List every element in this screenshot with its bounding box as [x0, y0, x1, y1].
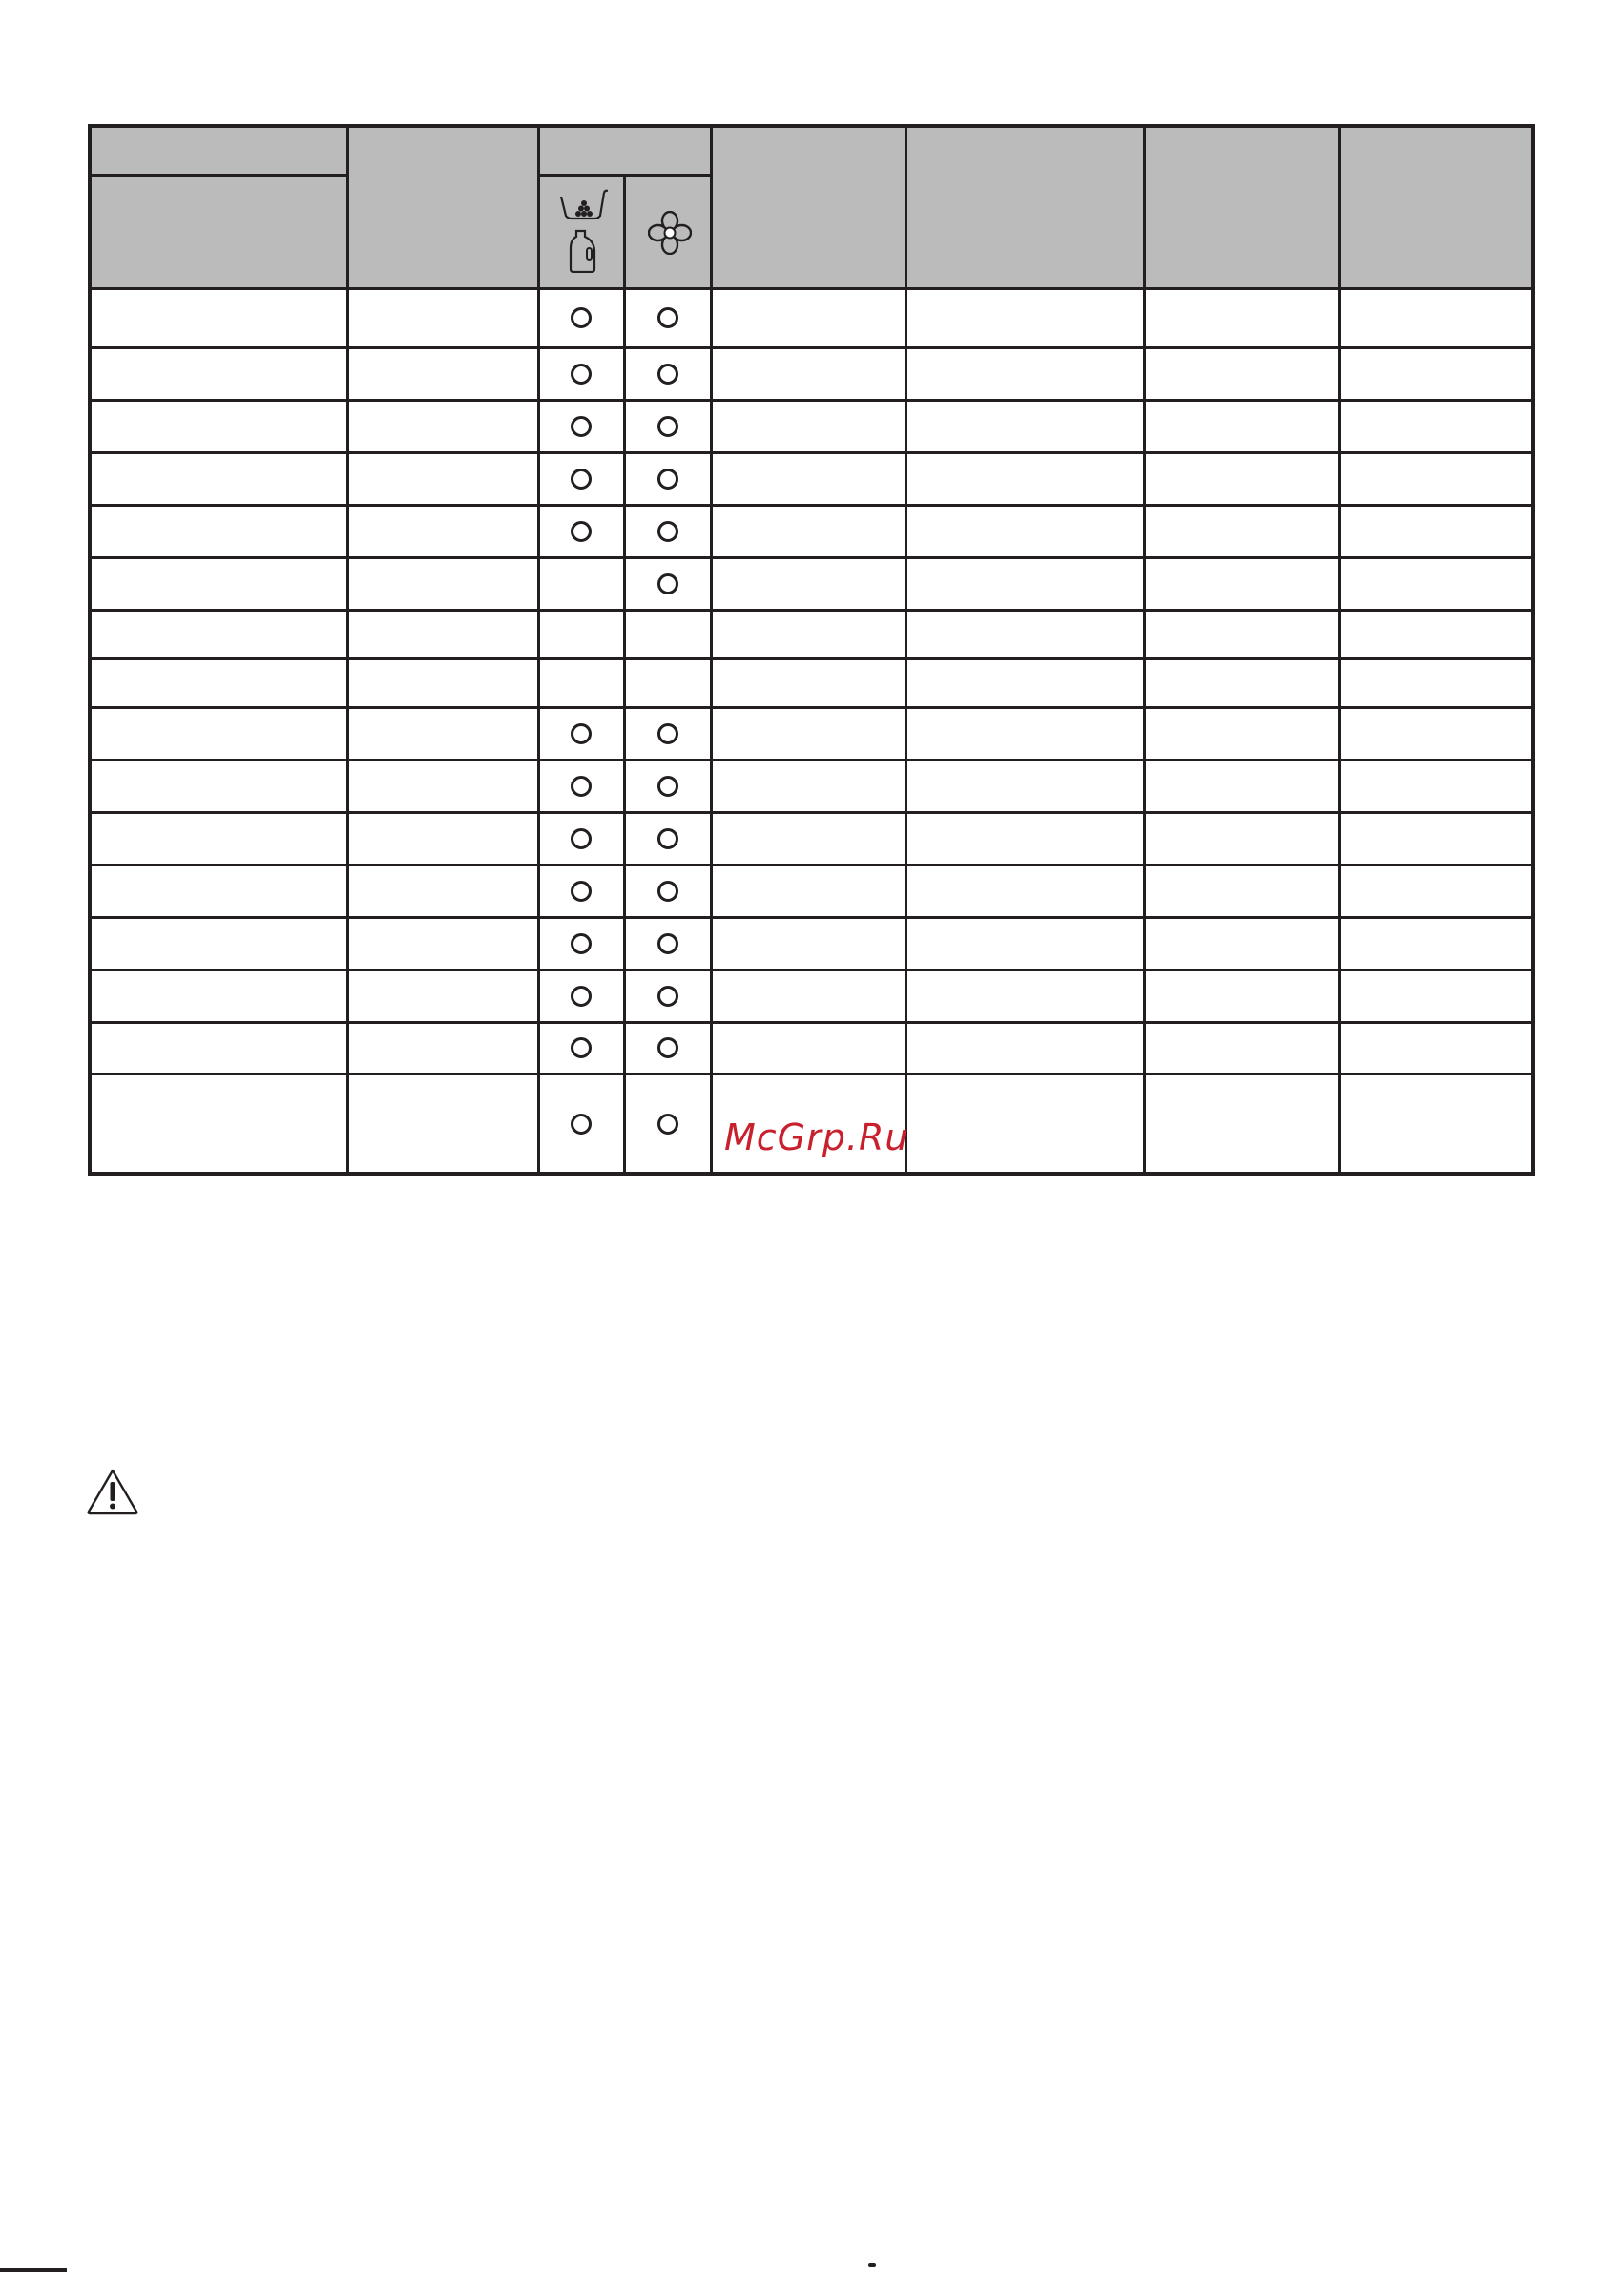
- softener-option-marker: [657, 307, 678, 328]
- footer-rule: [0, 2268, 67, 2272]
- table-header-subline: [538, 174, 711, 177]
- detergent-option-marker: [571, 1114, 592, 1135]
- fabric-softener-flower-icon: [648, 211, 692, 255]
- warning-triangle-icon: [86, 1468, 139, 1515]
- table-col-line: [1143, 125, 1146, 1174]
- softener-option-marker: [657, 933, 678, 954]
- softener-option-marker: [657, 469, 678, 490]
- table-row-line: [89, 451, 1533, 454]
- softener-option-marker: [657, 416, 678, 437]
- detergent-option-marker: [571, 723, 592, 744]
- table-row-line: [89, 609, 1533, 612]
- table-border-left: [88, 124, 92, 1175]
- table-row-line: [89, 916, 1533, 919]
- softener-option-marker: [657, 1037, 678, 1058]
- table-border-right: [1531, 124, 1535, 1175]
- table-col-line: [905, 125, 907, 1174]
- softener-option-marker: [657, 521, 678, 542]
- detergent-option-marker: [571, 307, 592, 328]
- table-row-line: [89, 1073, 1533, 1075]
- table-row-line: [89, 1021, 1533, 1024]
- detergent-option-marker: [571, 1037, 592, 1058]
- detergent-option-marker: [571, 416, 592, 437]
- detergent-option-marker: [571, 881, 592, 902]
- table-row-line: [89, 759, 1533, 761]
- table-row-line: [89, 504, 1533, 507]
- softener-option-marker: [657, 828, 678, 849]
- table-col-line: [710, 125, 713, 1174]
- detergent-option-marker: [571, 986, 592, 1007]
- footer-mark: [868, 2263, 876, 2267]
- watermark-text: McGrp.Ru: [724, 1116, 909, 1158]
- softener-option-marker: [657, 776, 678, 797]
- table-border-bottom: [88, 1172, 1535, 1176]
- softener-option-marker: [657, 364, 678, 385]
- softener-option-marker: [657, 723, 678, 744]
- table-col-line: [537, 125, 540, 1174]
- table-row-line: [89, 864, 1533, 866]
- table-row-line: [89, 969, 1533, 971]
- detergent-option-marker: [571, 776, 592, 797]
- table-border-top: [88, 124, 1535, 128]
- softener-option-marker: [657, 573, 678, 594]
- softener-option-marker: [657, 881, 678, 902]
- table-col-line: [346, 125, 349, 1174]
- table-row-line: [89, 556, 1533, 559]
- table-row-line: [89, 346, 1533, 349]
- softener-option-marker: [657, 986, 678, 1007]
- detergent-bottle-icon: [558, 189, 608, 273]
- table-row-line: [89, 706, 1533, 709]
- softener-option-marker: [657, 1114, 678, 1135]
- table-col-line: [1338, 125, 1341, 1174]
- table-row-line: [89, 657, 1533, 660]
- detergent-option-marker: [571, 364, 592, 385]
- detergent-option-marker: [571, 828, 592, 849]
- detergent-option-marker: [571, 933, 592, 954]
- detergent-option-marker: [571, 469, 592, 490]
- detergent-option-marker: [571, 521, 592, 542]
- table-row-line: [89, 287, 1533, 290]
- table-row-line: [89, 811, 1533, 814]
- table-row-line: [89, 399, 1533, 402]
- table-header-fill: [89, 125, 1533, 288]
- table-header-subline: [89, 174, 347, 177]
